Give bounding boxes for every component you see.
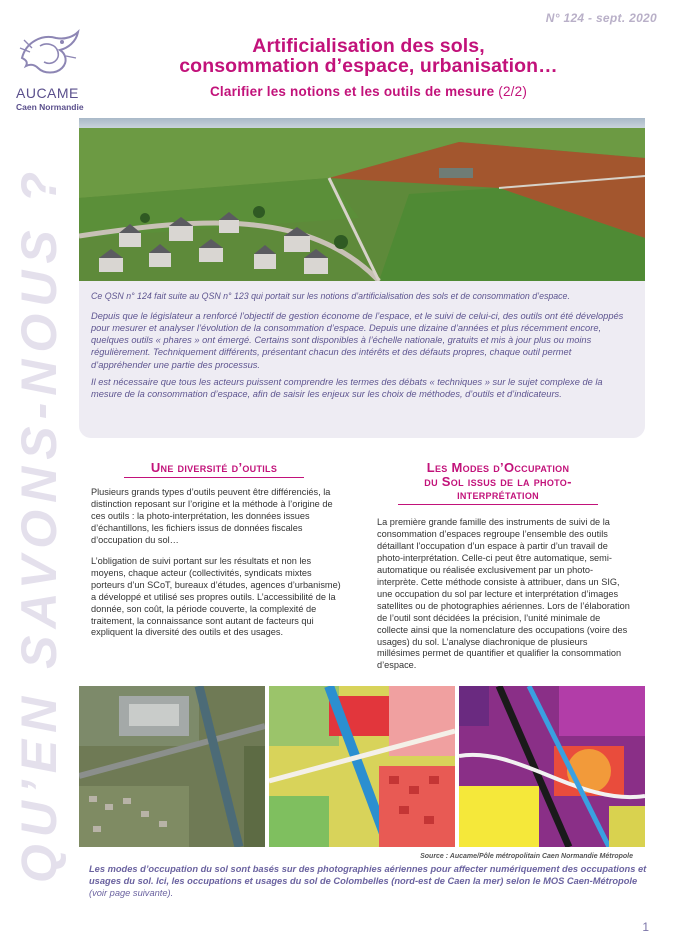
subtitle-part: (2/2) bbox=[498, 84, 528, 99]
logo-city: Caen Normandie bbox=[16, 102, 84, 112]
page-subtitle bbox=[98, 84, 639, 99]
section-heading-mos-line-1: Les Modes d’Occupation bbox=[426, 460, 570, 475]
issue-number: N° 124 - sept. 2020 bbox=[545, 11, 657, 25]
section-heading-diversite-text: Une diversité d’outils bbox=[150, 460, 278, 475]
figure-source: Source : Aucame/Pôle métropolitain Caen Normandie Métropole bbox=[420, 853, 633, 860]
intro-lead: Ce QSN n° 124 fait suite au QSN n° 123 qui portait sur les notions d’artificialisation des sols et de consommation d’espace. bbox=[91, 291, 570, 301]
intro-paragraph-1: Depuis que le législateur a renforcé l’objectif de gestion économe de l’espace, et le suivi de celui-ci, des outils ont été développés pour mesurer et analyser l’évolution de la consommation d’espace. Depuis une dizaine d’années et plus récemment encore, quelques outils « phares » ont émergé. Certains sont disponibles à l’échelle nationale, gratuits et mis à jour plus ou moins régulièrement. Techniquement différents, présentant chacun des intérêts et des défauts propres, chaque outil permet d’appréhender une partie des processus. bbox=[91, 310, 624, 370]
figure-images bbox=[79, 686, 645, 847]
intro-box bbox=[79, 281, 645, 438]
section-heading-diversite bbox=[94, 461, 334, 478]
logo-brand: AUCAME bbox=[16, 85, 79, 101]
title-line-2: consommation d’espace, urbanisation… bbox=[179, 54, 558, 77]
subtitle-text: Clarifier les notions et les outils de mesure bbox=[209, 84, 495, 99]
section2-paragraph-1: La première grande famille des instruments de suivi de la consommation d’espaces regroupe l’ensemble des outils détaillant l’occupation d’un espace à partir d’un travail de photo-interprétation. Celle-ci peut être automatique, semi-automatique ou réalisée exclusivement par un photo-interprète. Cette méthode consiste à attribuer, dans un SIG, une occupation du sol par lecture et interprétation d’images satellites ou de photographies aériennes. Lors de l’élaboration de l’outil sont décidées la précision, l’unité minimale de collecte ainsi que la nomenclature des occupations (voire des usages) du sol. L’analyse diachronique de plusieurs millésimes permet de quantifier et qualifier la consommation d’espace. bbox=[377, 517, 630, 671]
hero-aerial-photo bbox=[79, 118, 645, 281]
column-right bbox=[377, 517, 632, 681]
section-heading-mos-line-2: du Sol issus de la photo- bbox=[424, 473, 572, 489]
intro-paragraph-2: Il est nécessaire que tous les acteurs puissent comprendre les termes des débats « techniques » sur le sujet complexe de la mesure de la consommation d’espace, afin de saisir les enjeux sur les choix de méthodes, d’outils et d’indicateurs. bbox=[91, 376, 603, 400]
page-number: 1 bbox=[642, 920, 649, 934]
aucame-logo[interactable] bbox=[16, 28, 88, 112]
bird-logo-icon bbox=[16, 28, 82, 78]
sidebar-title bbox=[11, 124, 67, 924]
heading-underline bbox=[124, 477, 304, 478]
land-use-map-1 bbox=[269, 686, 455, 847]
heading-underline bbox=[398, 504, 598, 505]
figure-caption-text: Les modes d’occupation du sol sont basés sur des photographies aériennes pour affecter numériquement des occupations et usages du sol. Ici, les occupations et usages du sol de Colombelles (nord-est de Caen la mer) selon le MOS Caen-Métropole bbox=[89, 864, 647, 886]
figure-caption bbox=[89, 864, 649, 900]
land-use-map-2 bbox=[459, 686, 645, 847]
section1-paragraph-1: Plusieurs grands types d’outils peuvent être différenciés, la distinction reposant sur l’origine et la méthode à l’origine de ces outils : la photo-interprétation, les données issues d’échantillons, les fichiers issus de données fiscales d’occupation du sol… bbox=[91, 487, 333, 545]
aerial-photo-colombelles bbox=[79, 686, 265, 847]
sidebar-text: QU’EN SAVONS-NOUS ? bbox=[11, 164, 67, 884]
column-left bbox=[91, 487, 345, 648]
section-heading-mos bbox=[375, 461, 621, 505]
page-title bbox=[98, 37, 639, 77]
section-heading-mos-line-3: interprétation bbox=[457, 487, 539, 503]
title-line-1: Artificialisation des sols, bbox=[252, 35, 485, 57]
section1-paragraph-2: L’obligation de suivi portant sur les résultats et non les moyens, chaque acteur (collectivités, syndicats mixtes porteurs d’un SCoT, bureaux d’études, agences d’urbanisme) a développé et utilisé ses propres outils. L’accessibilité de la donnée, son coût, la période couverte, la complexité de traitement, la connaissance sont autant de facteurs qui expliquent la diversité des outils et des usages. bbox=[91, 555, 341, 638]
figure-caption-note: (voir page suivante). bbox=[89, 887, 174, 898]
hero-photo-illustration bbox=[79, 118, 645, 281]
